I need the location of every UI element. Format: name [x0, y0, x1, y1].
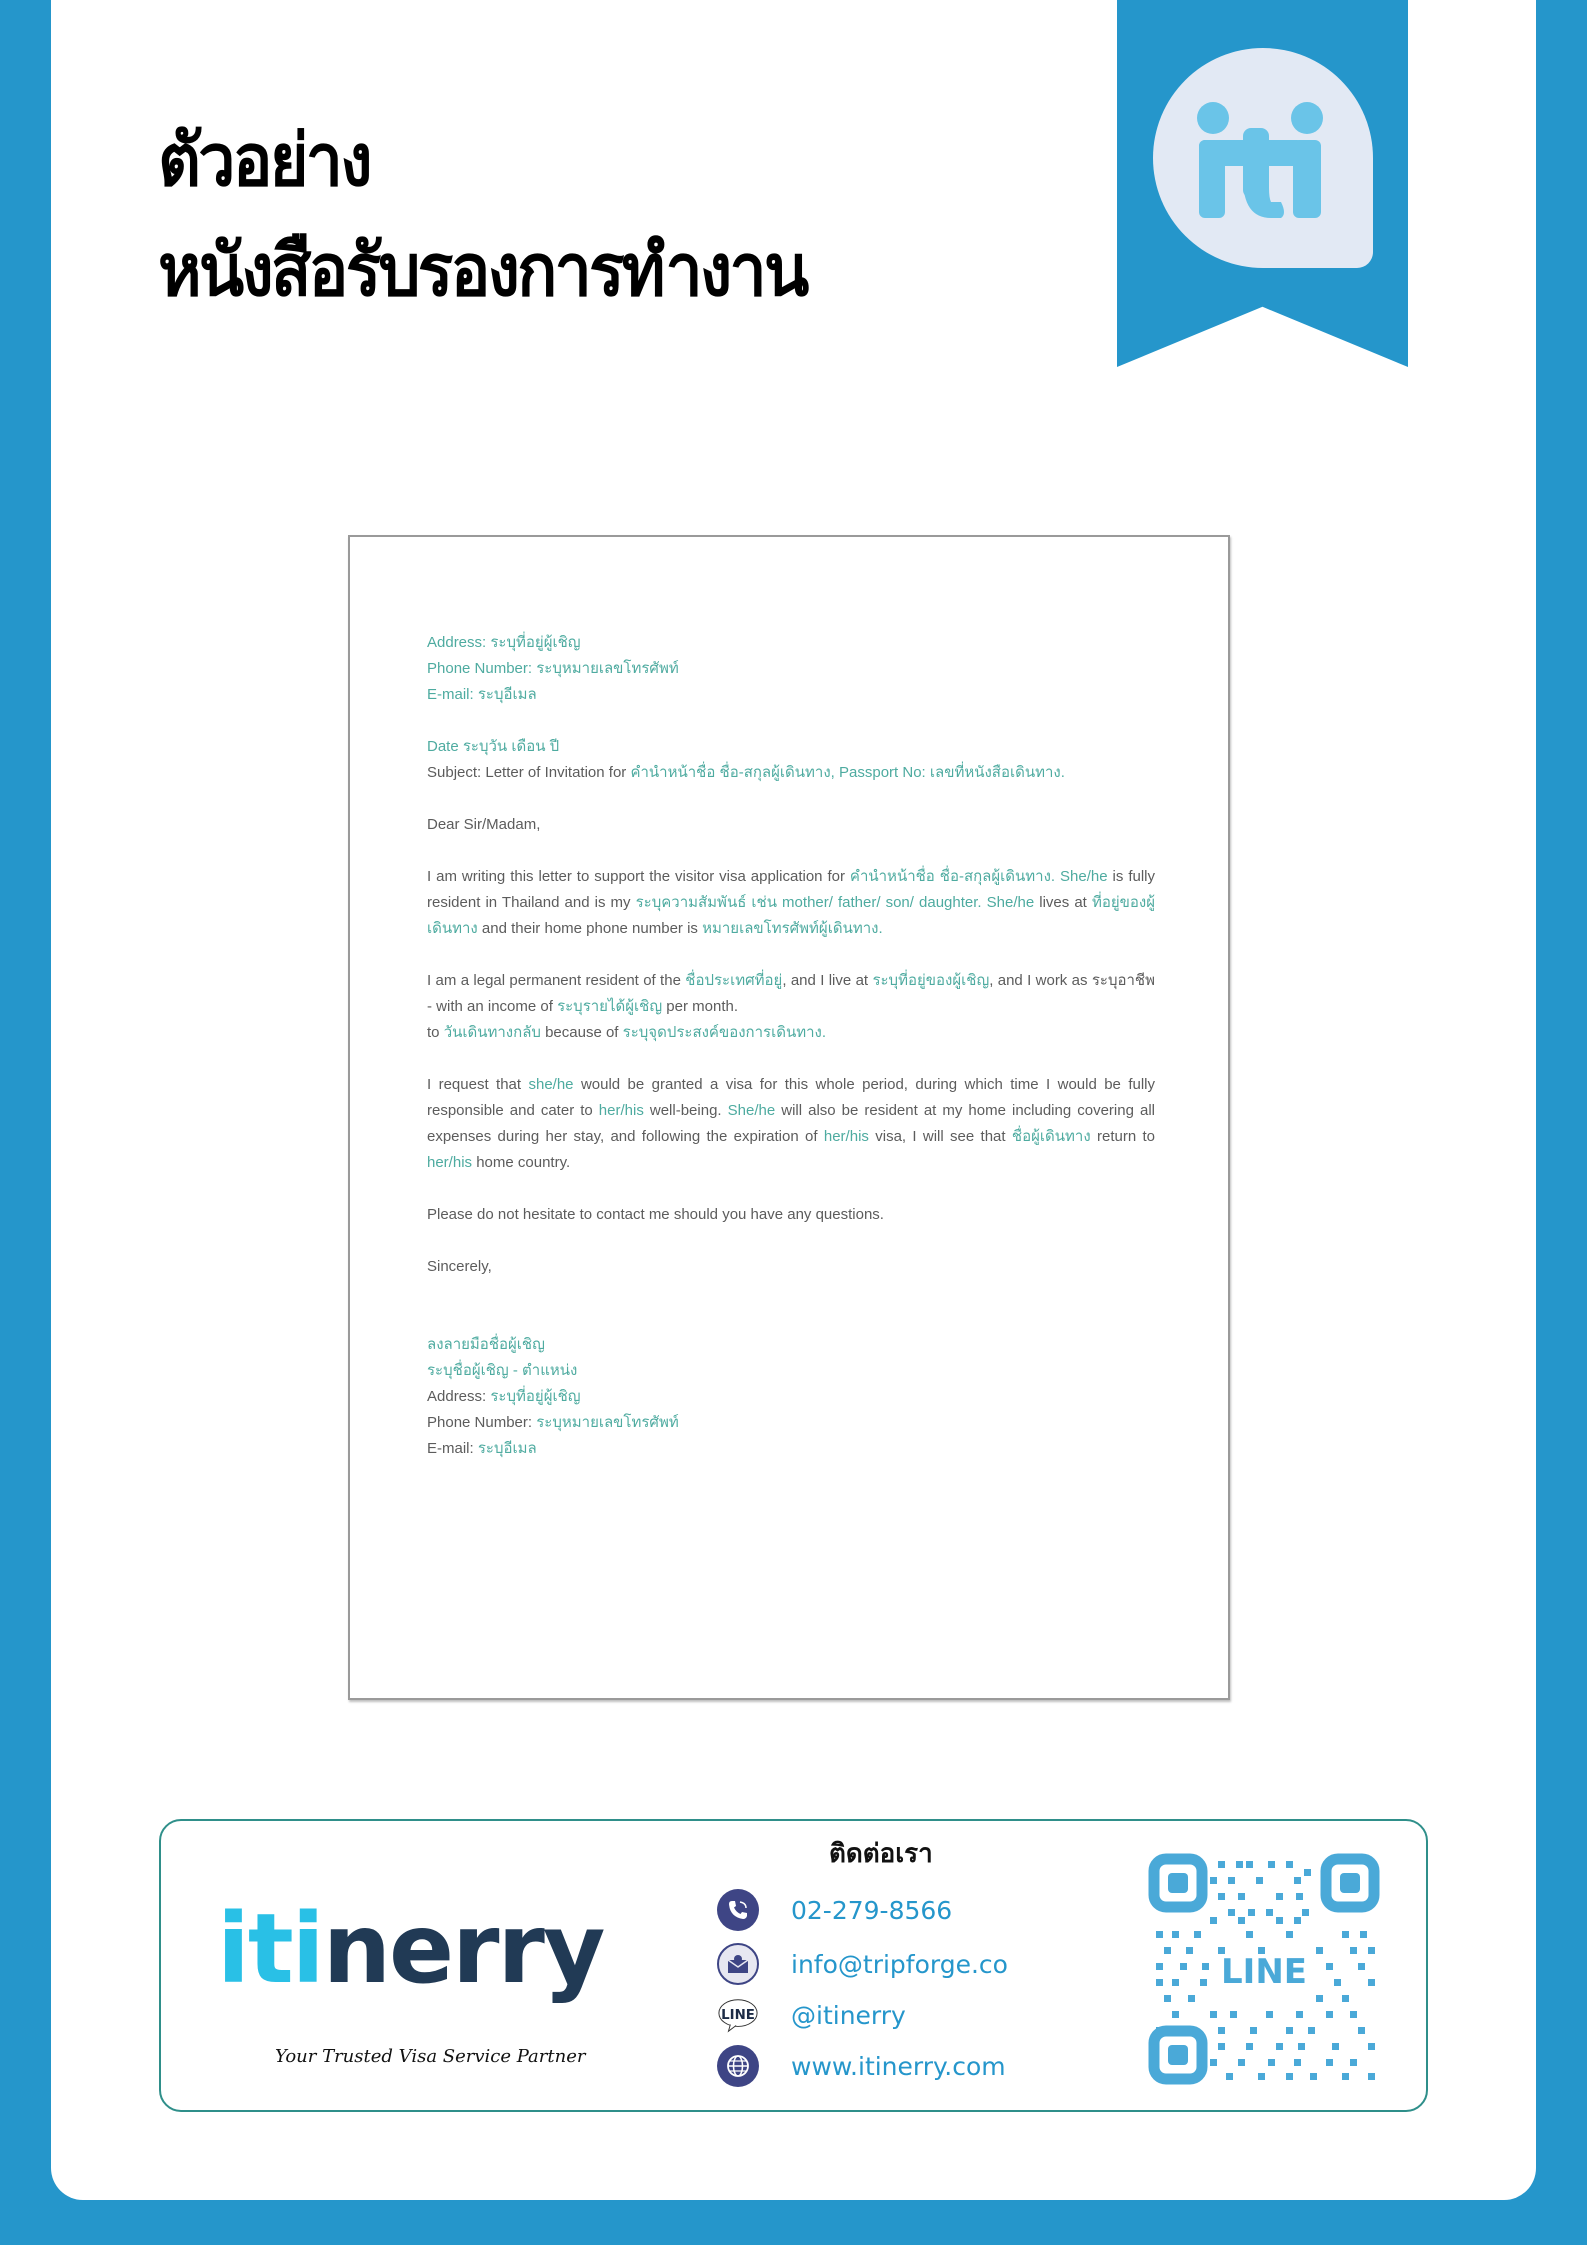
- letter-subject: Subject: Letter of Invitation for คำนำหน้าชื่อ ชื่อ-สกุลผู้เดินทาง, Passport No: เลขที่หนังสือเดินทาง.: [427, 764, 1065, 781]
- signature-line: ลงลายมือชื่อผู้เชิญ: [427, 1336, 545, 1353]
- letter-body: [427, 630, 1155, 1462]
- signer-phone: Phone Number: ระบุหมายเลขโทรศัพท์: [427, 1414, 679, 1431]
- qr-code-icon: [1146, 1851, 1382, 2087]
- signer-name-position: ระบุชื่อผู้เชิญ - ตำแหน่ง: [427, 1362, 578, 1379]
- paragraph-1: I am writing this letter to support the visitor visa application for คำนำหน้าชื่อ ชื่อ-สกุลผู้เดินทาง. She/he is fully resident in Thailand and is my ระบุความสัมพันธ์ เช่น mother/ father/ son/ daughter. She/he lives at ที่อยู่ของผู้เดินทาง and their home phone number is หมายเลขโทรศัพท์ผู้เดินทาง.: [427, 868, 1156, 937]
- contact-website[interactable]: www.itinerry.com: [717, 2045, 1006, 2087]
- contact-line[interactable]: LINE @itinerry: [717, 1994, 906, 2036]
- svg-text:LINE: LINE: [1221, 1952, 1307, 1992]
- itinerry-logo: itinerry: [217, 1893, 604, 2005]
- contact-email[interactable]: info@tripforge.co: [717, 1943, 1008, 1985]
- sender-phone: Phone Number: ระบุหมายเลขโทรศัพท์: [427, 660, 679, 677]
- brand-tagline: Your Trusted Visa Service Partner: [275, 2046, 586, 2067]
- sender-email: E-mail: ระบุอีเมล: [427, 686, 537, 703]
- title-line-1: ตัวอย่าง: [158, 118, 370, 202]
- title-line-2: หนังสือรับรองการทำงาน: [158, 228, 807, 312]
- paragraph-2: I am a legal permanent resident of the ชื่อประเทศที่อยู่, and I live at ระบุที่อยู่ของผู้เชิญ, and I work as ระบุอาชีพ - with an income of ระบุรายได้ผู้เชิญ per month. to วันเดินทางกลับ because of ระบุจุดประสงค์ของการเดินทาง.: [427, 972, 1155, 1041]
- sample-letter-document: [348, 535, 1230, 1700]
- iti-logo-badge: [1153, 48, 1373, 268]
- letter-date: Date ระบุวัน เดือน ปี: [427, 738, 560, 755]
- globe-icon: [717, 2045, 759, 2087]
- sign-off: Sincerely,: [427, 1258, 492, 1275]
- line-qr-code[interactable]: [1146, 1851, 1382, 2087]
- salutation: Dear Sir/Madam,: [427, 816, 541, 833]
- line-icon: [717, 1994, 759, 2036]
- svg-text:LINE: LINE: [721, 2007, 755, 2023]
- page-title: [158, 105, 806, 325]
- iti-logo-icon: [1193, 98, 1333, 218]
- contact-phone[interactable]: 02-279-8566: [717, 1889, 952, 1931]
- closing-note: Please do not hesitate to contact me should you have any questions.: [427, 1206, 884, 1223]
- paragraph-3: I request that she/he would be granted a visa for this whole period, during which time I would be fully responsible and cater to her/his well-being. She/he will also be resident at my home including covering all expenses during her stay, and following the expiration of her/his visa, I will see that ชื่อผู้เดินทาง return to her/his home country.: [427, 1076, 1155, 1171]
- sender-address: Address: ระบุที่อยู่ผู้เชิญ: [427, 634, 581, 651]
- signer-email: E-mail: ระบุอีเมล: [427, 1440, 537, 1457]
- email-icon: [717, 1943, 759, 1985]
- phone-icon: [717, 1889, 759, 1931]
- signer-address: Address: ระบุที่อยู่ผู้เชิญ: [427, 1388, 581, 1405]
- contact-title: ติดต่อเรา: [829, 1839, 933, 1869]
- contact-footer: [159, 1819, 1428, 2112]
